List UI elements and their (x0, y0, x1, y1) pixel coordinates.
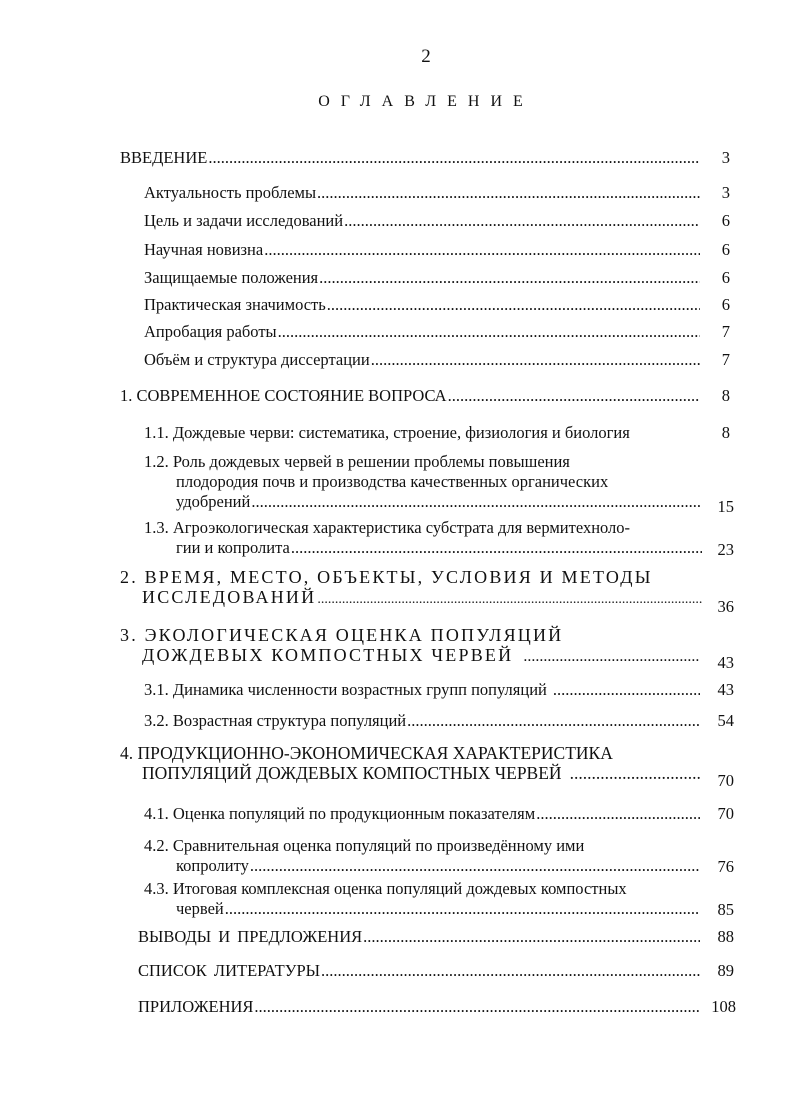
toc-page-ch1-3: 23 (717, 540, 734, 559)
toc-entry-line: 1.3. Агроэкологическая характеристика субстрата для вермитехноло- (144, 518, 631, 537)
toc-entry-line: 3. ЭКОЛОГИЧЕСКАЯ ОЦЕНКА ПОПУЛЯЦИЙ (120, 625, 564, 645)
toc-page-approbation: 7 (721, 322, 730, 341)
toc-entry-label: 1.1. Дождевые черви: систематика, строение, физиология и биология (144, 423, 630, 442)
toc-entry-ch2[interactable] (120, 567, 702, 610)
toc-page-ch4: 70 (717, 771, 734, 790)
toc-entry-intro[interactable] (120, 148, 700, 168)
toc-page-ch3: 43 (717, 653, 734, 672)
toc-entry-label: Объём и структура диссертации (144, 350, 370, 369)
toc-entry-ch1-3[interactable] (144, 518, 702, 558)
toc-entry-label: Актуальность проблемы (144, 183, 317, 202)
toc-entry-relevance[interactable] (144, 183, 700, 203)
toc-entry-label: СПИСОК ЛИТЕРАТУРЫ (138, 961, 321, 980)
toc-page-references: 89 (717, 961, 734, 980)
toc-entry-line: 4.2. Сравнительная оценка популяций по произведённому ими (144, 836, 585, 855)
toc-entry-goals[interactable] (144, 211, 700, 231)
toc-page-ch1-2: 15 (717, 497, 734, 516)
toc-page-relevance: 3 (721, 183, 730, 202)
toc-page-ch3-2: 54 (717, 711, 734, 730)
toc-entry-label: Защищаемые положения (144, 268, 319, 287)
toc-entry-label: ПРИЛОЖЕНИЯ (138, 997, 254, 1016)
toc-entry-ch4-1[interactable] (144, 804, 700, 824)
toc-entry-label: 4.1. Оценка популяций по продукционным показателям (144, 804, 536, 823)
toc-entry-line: копролиту (176, 856, 249, 875)
toc-page-ch4-2: 76 (717, 857, 734, 876)
toc-page-intro: 3 (721, 148, 730, 167)
toc-entry-ch1-1[interactable] (144, 423, 704, 443)
toc-entry-line: ИССЛЕДОВАНИЙ (142, 587, 317, 607)
toc-page-ch4-1: 70 (717, 804, 734, 823)
toc-entry-ch1[interactable] (120, 386, 700, 406)
toc-entry-ch1-2[interactable] (144, 452, 700, 512)
toc-entry-ch3-1[interactable] (144, 680, 700, 700)
toc-entry-line: удобрений (176, 492, 251, 511)
toc-entry-label: Апробация работы (144, 322, 277, 341)
toc-page-ch1-1: 8 (721, 423, 730, 442)
toc-page-practical: 6 (721, 295, 730, 314)
toc-page-ch4-3: 85 (717, 900, 734, 919)
toc-entry-line: ПОПУЛЯЦИЙ ДОЖДЕВЫХ КОМПОСТНЫХ ЧЕРВЕЙ (142, 763, 562, 783)
toc-page-appendices: 108 (711, 997, 736, 1016)
toc-page-theses: 6 (721, 268, 730, 287)
toc-entry-novelty[interactable] (144, 240, 700, 260)
toc-entry-ch4[interactable] (120, 743, 700, 783)
toc-entry-label: 1. СОВРЕМЕННОЕ СОСТОЯНИЕ ВОПРОСА (120, 386, 447, 405)
toc-entry-references[interactable] (138, 961, 700, 981)
toc-page-novelty: 6 (721, 240, 730, 259)
toc-entry-label: 3.2. Возрастная структура популяций (144, 711, 407, 730)
toc-entry-line: 4.3. Итоговая комплексная оценка популяций дождевых компостных (144, 879, 627, 898)
toc-page-structure: 7 (721, 350, 730, 369)
toc-entry-theses[interactable] (144, 268, 700, 288)
toc-entry-label: Практическая значимость (144, 295, 326, 314)
toc-entry-line: 1.2. Роль дождевых червей в решении проблемы повышения (144, 452, 570, 471)
toc-entry-label: Цель и задачи исследований (144, 211, 344, 230)
toc-entry-line: 4. ПРОДУКЦИОННО-ЭКОНОМИЧЕСКАЯ ХАРАКТЕРИСТИКА (120, 743, 613, 763)
toc-page-goals: 6 (721, 211, 730, 230)
toc-entry-appendices[interactable] (138, 997, 700, 1017)
toc-entry-line: червей (176, 899, 224, 918)
toc-entry-practical[interactable] (144, 295, 700, 315)
toc-entry-label: ВЫВОДЫ И ПРЕДЛОЖЕНИЯ (138, 927, 363, 946)
toc-page-ch1: 8 (721, 386, 730, 405)
toc-entry-ch3-2[interactable] (144, 711, 700, 731)
toc-entry-line: гии и копролита (176, 538, 290, 557)
toc-entry-ch3[interactable] (120, 625, 700, 667)
toc-entry-line: 2. ВРЕМЯ, МЕСТО, ОБЪЕКТЫ, УСЛОВИЯ И МЕТОДЫ (120, 567, 653, 587)
toc-title: ОГЛАВЛЕНИЕ (318, 93, 534, 110)
toc-entry-line: ДОЖДЕВЫХ КОМПОСТНЫХ ЧЕРВЕЙ (142, 645, 514, 665)
toc-page-ch2: 36 (717, 597, 734, 616)
toc-entry-line: плодородия почв и производства качественных органических (176, 472, 609, 491)
toc-entry-structure[interactable] (144, 350, 700, 370)
toc-entry-label: ВВЕДЕНИЕ (120, 148, 208, 167)
toc-entry-approbation[interactable] (144, 322, 700, 342)
toc-page-ch3-1: 43 (717, 680, 734, 699)
toc-entry-conclusions[interactable] (138, 927, 700, 947)
toc-page-conclusions: 88 (717, 927, 734, 946)
page-number: 2 (421, 46, 431, 67)
toc-entry-ch4-3[interactable] (144, 879, 704, 919)
toc-entry-ch4-2[interactable] (144, 836, 700, 876)
toc-entry-label: 3.1. Динамика численности возрастных групп популяций (144, 680, 547, 699)
toc-entry-label: Научная новизна (144, 240, 264, 259)
